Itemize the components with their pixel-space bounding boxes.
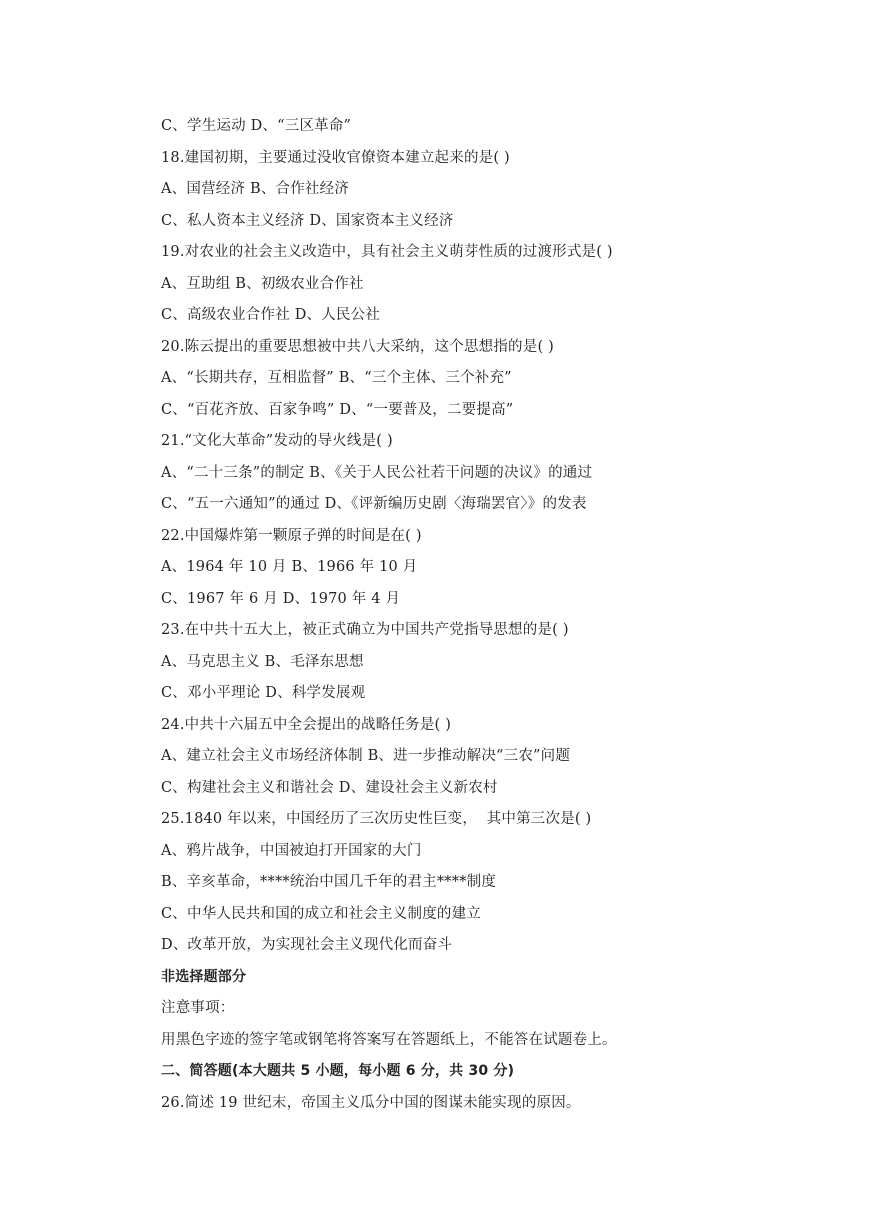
text-line: A、“长期共存，互相监督” B、“三个主体、三个补充” xyxy=(161,370,512,386)
text-line: C、中华人民共和国的成立和社会主义制度的建立 xyxy=(161,905,481,922)
text-line: 18.建国初期，主要通过没收官僚资本建立起来的是( ) xyxy=(161,149,510,166)
text-line: C、1967 年 6 月 D、1970 年 4 月 xyxy=(161,590,401,607)
text-line: A、建立社会主义市场经济体制 B、进一步推动解决“三农”问题 xyxy=(161,748,571,764)
text-line: A、国营经济 B、合作社经济 xyxy=(161,181,350,197)
text-line: A、马克思主义 B、毛泽东思想 xyxy=(161,653,364,670)
text-line: C、“五一六通知”的通过 D、《评新编历史剧〈海瑞罢官〉》的发表 xyxy=(161,496,587,512)
text-line: A、“二十三条”的制定 B、《关于人民公社若干问题的决议》的通过 xyxy=(161,464,593,481)
text-line: 19.对农业的社会主义改造中，具有社会主义萌芽性质的过渡形式是( ) xyxy=(161,244,613,260)
text-line: 25.1840 年以来，中国经历了三次历史性巨变， 其中第三次是( ) xyxy=(161,811,592,827)
text-line: 26.简述 19 世纪末，帝国主义瓜分中国的图谋未能实现的原因。 xyxy=(161,1094,581,1111)
text-line: A、互助组 B、初级农业合作社 xyxy=(161,275,364,292)
text-line: 24.中共十六届五中全会提出的战略任务是( ) xyxy=(161,716,452,733)
text-line: A、1964 年 10 月 B、1966 年 10 月 xyxy=(161,559,418,575)
text-line: 注意事项： xyxy=(161,1000,235,1016)
document-body xyxy=(161,113,821,1121)
text-line: C、学生运动 D、“三区革命” xyxy=(161,118,352,134)
text-line: 23.在中共十五大上，被正式确立为中国共产党指导思想的是( ) xyxy=(161,622,569,638)
text-line: 22.中国爆炸第一颗原子弹的时间是在( ) xyxy=(161,527,422,544)
text-line: C、构建社会主义和谐社会 D、建设社会主义新农村 xyxy=(161,779,498,796)
text-line: B、辛亥革命，****统治中国几千年的君主****制度 xyxy=(161,874,497,890)
text-line: C、私人资本主义经济 D、国家资本主义经济 xyxy=(161,212,454,229)
section-heading: 二、简答题(本大题共 5 小题，每小题 6 分，共 30 分) xyxy=(161,1063,515,1079)
section-heading: 非选择题部分 xyxy=(161,968,247,985)
text-line: C、“百花齐放、百家争鸣” D、“一要普及，二要提高” xyxy=(161,401,514,418)
text-line: C、高级农业合作社 D、人民公社 xyxy=(161,307,381,323)
text-line: C、邓小平理论 D、科学发展观 xyxy=(161,685,366,701)
text-line: 20.陈云提出的重要思想被中共八大采纳，这个思想指的是( ) xyxy=(161,338,554,355)
text-line: D、改革开放，为实现社会主义现代化而奋斗 xyxy=(161,937,453,953)
text-line: A、鸦片战争，中国被迫打开国家的大门 xyxy=(161,842,422,859)
text-line: 21.“文化大革命”发动的导火线是( ) xyxy=(161,433,393,449)
text-line: 用黑色字迹的签字笔或钢笔将答案写在答题纸上，不能答在试题卷上。 xyxy=(161,1031,617,1048)
